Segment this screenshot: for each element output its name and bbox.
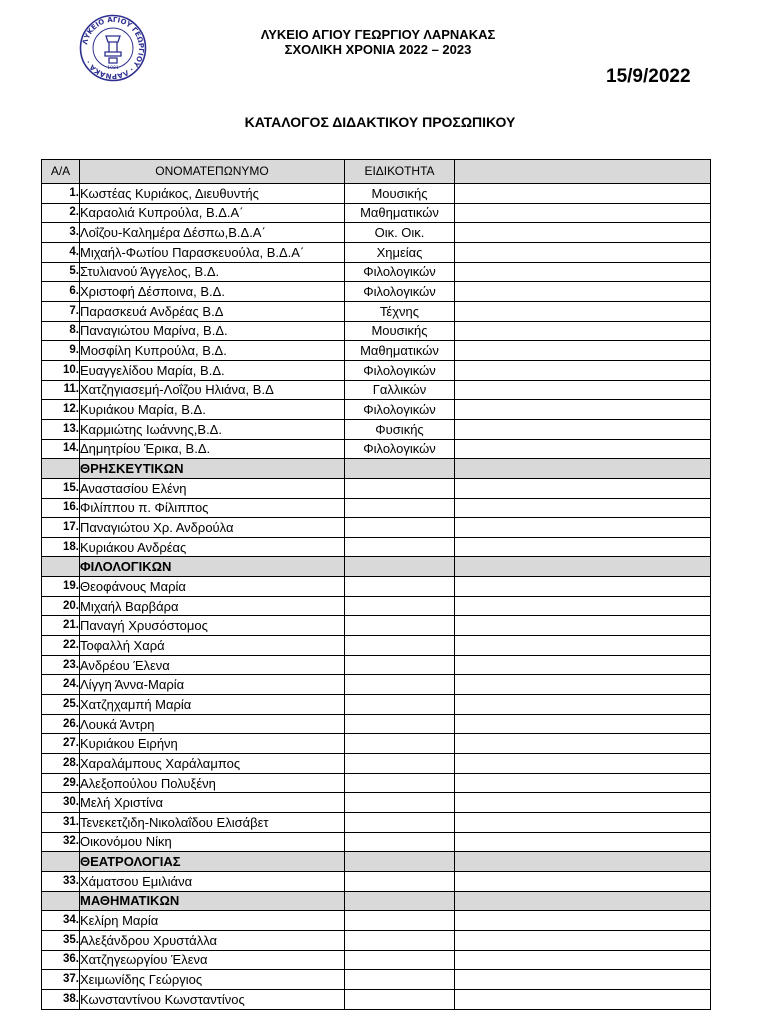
staff-name: Παναγιώτου Μαρίνα, Β.Δ.	[80, 321, 345, 341]
row-number: 1.	[42, 184, 80, 204]
table-row	[42, 734, 711, 754]
row-number: 15.	[42, 478, 80, 498]
staff-name: Αναστασίου Ελένη	[80, 478, 345, 498]
section-title: ΘΡΗΣΚΕΥΤΙΚΩΝ	[80, 459, 345, 479]
row-number: 23.	[42, 655, 80, 675]
notes-cell	[455, 813, 711, 833]
row-number: 14.	[42, 439, 80, 459]
notes-cell	[455, 321, 711, 341]
staff-specialty	[345, 773, 455, 793]
staff-specialty	[345, 970, 455, 990]
staff-name: Χαραλάμπους Χαράλαμπος	[80, 754, 345, 774]
notes-cell	[455, 930, 711, 950]
row-number: 9.	[42, 341, 80, 361]
notes-cell	[455, 203, 711, 223]
staff-name: Λουκά Άντρη	[80, 714, 345, 734]
table-row	[42, 655, 711, 675]
staff-specialty: Οικ. Οικ.	[345, 223, 455, 243]
row-number: 22.	[42, 636, 80, 656]
staff-specialty	[345, 577, 455, 597]
staff-name: Χατζηγεωργίου Έλενα	[80, 950, 345, 970]
staff-specialty	[345, 459, 455, 479]
staff-name: Κελίρη Μαρία	[80, 911, 345, 931]
staff-name: Ευαγγελίδου Μαρία, Β.Δ.	[80, 360, 345, 380]
notes-cell	[455, 223, 711, 243]
table-row	[42, 400, 711, 420]
header-fullname: ΟΝΟΜΑΤΕΠΩΝΥΜΟ	[80, 160, 345, 184]
staff-name: Αλεξοπούλου Πολυξένη	[80, 773, 345, 793]
notes-cell	[455, 439, 711, 459]
staff-specialty	[345, 950, 455, 970]
table-row	[42, 262, 711, 282]
staff-name: Κυριάκου Ανδρέας	[80, 537, 345, 557]
staff-name: Θεοφάνους Μαρία	[80, 577, 345, 597]
staff-specialty	[345, 891, 455, 911]
row-number	[42, 891, 80, 911]
table-row	[42, 930, 711, 950]
table-row	[42, 498, 711, 518]
staff-name: Αλεξάνδρου Χρυστάλλα	[80, 930, 345, 950]
staff-specialty: Φιλολογικών	[345, 360, 455, 380]
staff-name: Καρμιώτης Ιωάννης,Β.Δ.	[80, 419, 345, 439]
table-row	[42, 360, 711, 380]
notes-cell	[455, 970, 711, 990]
row-number: 35.	[42, 930, 80, 950]
row-number	[42, 459, 80, 479]
staff-name: Χατζηχαμπή Μαρία	[80, 695, 345, 715]
notes-cell	[455, 675, 711, 695]
staff-name: Οικονόμου Νίκη	[80, 832, 345, 852]
table-row	[42, 223, 711, 243]
staff-name: Κωστέας Κυριάκος, Διευθυντής	[80, 184, 345, 204]
header-number: Α/Α	[42, 160, 80, 184]
notes-cell	[455, 380, 711, 400]
notes-cell	[455, 478, 711, 498]
table-row	[42, 911, 711, 931]
staff-specialty	[345, 675, 455, 695]
table-row	[42, 871, 711, 891]
notes-cell	[455, 950, 711, 970]
row-number: 37.	[42, 970, 80, 990]
notes-cell	[455, 537, 711, 557]
row-number: 12.	[42, 400, 80, 420]
row-number: 19.	[42, 577, 80, 597]
staff-specialty: Φιλολογικών	[345, 262, 455, 282]
header-notes	[455, 160, 711, 184]
section-header-row	[42, 891, 711, 911]
table-row	[42, 675, 711, 695]
row-number: 38.	[42, 989, 80, 1009]
notes-cell	[455, 262, 711, 282]
staff-name: Χάματσου Εμιλιάνα	[80, 871, 345, 891]
staff-specialty	[345, 655, 455, 675]
notes-cell	[455, 596, 711, 616]
staff-specialty	[345, 754, 455, 774]
staff-specialty: Τέχνης	[345, 301, 455, 321]
staff-specialty	[345, 714, 455, 734]
staff-name: Κυριάκου Μαρία, Β.Δ.	[80, 400, 345, 420]
notes-cell	[455, 734, 711, 754]
staff-name: Φιλίππου π. Φίλιππος	[80, 498, 345, 518]
notes-cell	[455, 360, 711, 380]
table-row	[42, 282, 711, 302]
notes-cell	[455, 577, 711, 597]
school-year: ΣΧΟΛΙΚΗ ΧΡΟΝΙΑ 2022 – 2023	[284, 42, 472, 57]
row-number: 5.	[42, 262, 80, 282]
row-number: 3.	[42, 223, 80, 243]
notes-cell	[455, 714, 711, 734]
table-body	[42, 184, 711, 1010]
row-number: 17.	[42, 518, 80, 538]
section-title: ΘΕΑΤΡΟΛΟΓΙΑΣ	[80, 852, 345, 872]
staff-table	[41, 159, 711, 1010]
staff-specialty: Φυσικής	[345, 419, 455, 439]
notes-cell	[455, 282, 711, 302]
staff-specialty	[345, 518, 455, 538]
row-number: 11.	[42, 380, 80, 400]
notes-cell	[455, 695, 711, 715]
row-number: 30.	[42, 793, 80, 813]
staff-name: Χειμωνίδης Γεώργιος	[80, 970, 345, 990]
svg-text:1981: 1981	[107, 66, 119, 71]
staff-specialty	[345, 989, 455, 1009]
table-row	[42, 793, 711, 813]
staff-specialty: Μουσικής	[345, 184, 455, 204]
staff-specialty	[345, 537, 455, 557]
staff-name: Παναγιώτου Χρ. Ανδρούλα	[80, 518, 345, 538]
staff-specialty	[345, 557, 455, 577]
notes-cell	[455, 242, 711, 262]
staff-specialty: Χημείας	[345, 242, 455, 262]
staff-specialty: Μουσικής	[345, 321, 455, 341]
table-row	[42, 970, 711, 990]
table-row	[42, 636, 711, 656]
table-row	[42, 301, 711, 321]
notes-cell	[455, 459, 711, 479]
notes-cell	[455, 419, 711, 439]
notes-cell	[455, 793, 711, 813]
section-title: ΦΙΛΟΛΟΓΙΚΩΝ	[80, 557, 345, 577]
staff-name: Τοφαλλή Χαρά	[80, 636, 345, 656]
notes-cell	[455, 871, 711, 891]
staff-specialty: Μαθηματικών	[345, 203, 455, 223]
table-row	[42, 754, 711, 774]
staff-name: Παναγή Χρυσόστομος	[80, 616, 345, 636]
staff-specialty: Γαλλικών	[345, 380, 455, 400]
staff-specialty	[345, 478, 455, 498]
table-row	[42, 341, 711, 361]
notes-cell	[455, 989, 711, 1009]
staff-name: Χριστοφή Δέσποινα, Β.Δ.	[80, 282, 345, 302]
table-row	[42, 242, 711, 262]
table-row	[42, 596, 711, 616]
school-seal-logo	[79, 14, 147, 82]
row-number: 7.	[42, 301, 80, 321]
table-row	[42, 439, 711, 459]
notes-cell	[455, 498, 711, 518]
notes-cell	[455, 557, 711, 577]
table-row	[42, 616, 711, 636]
notes-cell	[455, 655, 711, 675]
table-header	[42, 160, 711, 184]
section-title: ΜΑΘΗΜΑΤΙΚΩΝ	[80, 891, 345, 911]
notes-cell	[455, 518, 711, 538]
table-row	[42, 380, 711, 400]
table-row	[42, 478, 711, 498]
table-row	[42, 832, 711, 852]
staff-specialty: Φιλολογικών	[345, 282, 455, 302]
notes-cell	[455, 301, 711, 321]
row-number: 4.	[42, 242, 80, 262]
row-number: 24.	[42, 675, 80, 695]
staff-specialty	[345, 911, 455, 931]
table-row	[42, 989, 711, 1009]
staff-name: Παρασκευά Ανδρέας Β.Δ	[80, 301, 345, 321]
notes-cell	[455, 773, 711, 793]
staff-specialty	[345, 498, 455, 518]
staff-specialty	[345, 871, 455, 891]
table-row	[42, 773, 711, 793]
staff-specialty: Φιλολογικών	[345, 400, 455, 420]
staff-name: Κυριάκου Ειρήνη	[80, 734, 345, 754]
table-row	[42, 950, 711, 970]
table-row	[42, 321, 711, 341]
row-number	[42, 557, 80, 577]
notes-cell	[455, 616, 711, 636]
school-name: ΛΥΚΕΙΟ ΑΓΙΟΥ ΓΕΩΡΓΙΟΥ ΛΑΡΝΑΚΑΣ	[260, 27, 496, 42]
row-number: 25.	[42, 695, 80, 715]
staff-specialty	[345, 636, 455, 656]
row-number: 18.	[42, 537, 80, 557]
row-number	[42, 852, 80, 872]
staff-specialty	[345, 793, 455, 813]
row-number: 21.	[42, 616, 80, 636]
row-number: 28.	[42, 754, 80, 774]
row-number: 16.	[42, 498, 80, 518]
staff-specialty	[345, 813, 455, 833]
notes-cell	[455, 636, 711, 656]
row-number: 13.	[42, 419, 80, 439]
notes-cell	[455, 832, 711, 852]
document-date: 15/9/2022	[606, 66, 691, 87]
staff-name: Στυλιανού Άγγελος, Β.Δ.	[80, 262, 345, 282]
section-header-row	[42, 852, 711, 872]
staff-specialty: Φιλολογικών	[345, 439, 455, 459]
table-row	[42, 203, 711, 223]
row-number: 31.	[42, 813, 80, 833]
notes-cell	[455, 341, 711, 361]
staff-name: Δημητρίου Έρικα, Β.Δ.	[80, 439, 345, 459]
staff-specialty	[345, 734, 455, 754]
row-number: 10.	[42, 360, 80, 380]
row-number: 29.	[42, 773, 80, 793]
staff-specialty	[345, 832, 455, 852]
row-number: 8.	[42, 321, 80, 341]
staff-specialty	[345, 930, 455, 950]
staff-name: Κωνσταντίνου Κωνσταντίνος	[80, 989, 345, 1009]
row-number: 26.	[42, 714, 80, 734]
staff-name: Τενεκετζιδη-Νικολαΐδου Ελισάβετ	[80, 813, 345, 833]
row-number: 6.	[42, 282, 80, 302]
notes-cell	[455, 891, 711, 911]
table-row	[42, 577, 711, 597]
svg-text:ΛΥΚΕΙΟ ΑΓΙΟΥ ΓΕΩΡΓΙΟΥ · ΛΑΡΝΑΚ: ΛΥΚΕΙΟ ΑΓΙΟΥ ΓΕΩΡΓΙΟΥ · ΛΑΡΝΑΚΑ ·	[81, 15, 146, 81]
header-row	[42, 160, 711, 184]
row-number: 27.	[42, 734, 80, 754]
table-row	[42, 537, 711, 557]
table-row	[42, 184, 711, 204]
row-number: 20.	[42, 596, 80, 616]
staff-name: Λοΐζου-Καλημέρα Δέσπω,Β.Δ.Α΄	[80, 223, 345, 243]
staff-specialty	[345, 695, 455, 715]
row-number: 34.	[42, 911, 80, 931]
table-row	[42, 518, 711, 538]
staff-name: Μιχαήλ-Φωτίου Παρασκευούλα, Β.Δ.Α΄	[80, 242, 345, 262]
staff-specialty: Μαθηματικών	[345, 341, 455, 361]
staff-name: Μελή Χριστίνα	[80, 793, 345, 813]
notes-cell	[455, 400, 711, 420]
staff-specialty	[345, 596, 455, 616]
staff-name: Χατζηγιασεμή-Λοΐζου Ηλιάνα, Β.Δ	[80, 380, 345, 400]
school-header	[200, 27, 556, 57]
table-row	[42, 813, 711, 833]
row-number: 2.	[42, 203, 80, 223]
table-row	[42, 695, 711, 715]
staff-name: Μοσφίλη Κυπρούλα, Β.Δ.	[80, 341, 345, 361]
notes-cell	[455, 754, 711, 774]
section-header-row	[42, 557, 711, 577]
document-title: ΚΑΤΑΛΟΓΟΣ ΔΙΔΑΚΤΙΚΟΥ ΠΡΟΣΩΠΙΚΟΥ	[244, 114, 516, 130]
table-row	[42, 714, 711, 734]
staff-name: Ανδρέου Έλενα	[80, 655, 345, 675]
notes-cell	[455, 852, 711, 872]
row-number: 36.	[42, 950, 80, 970]
staff-name: Μιχαήλ Βαρβάρα	[80, 596, 345, 616]
table-row	[42, 419, 711, 439]
row-number: 33.	[42, 871, 80, 891]
header-specialty: ΕΙΔΙΚΟΤΗΤΑ	[345, 160, 455, 184]
row-number: 32.	[42, 832, 80, 852]
staff-specialty	[345, 616, 455, 636]
staff-specialty	[345, 852, 455, 872]
notes-cell	[455, 184, 711, 204]
section-header-row	[42, 459, 711, 479]
staff-name: Καραολιά Κυπρούλα, Β.Δ.Α΄	[80, 203, 345, 223]
staff-name: Λίγγη Άννα-Μαρία	[80, 675, 345, 695]
notes-cell	[455, 911, 711, 931]
